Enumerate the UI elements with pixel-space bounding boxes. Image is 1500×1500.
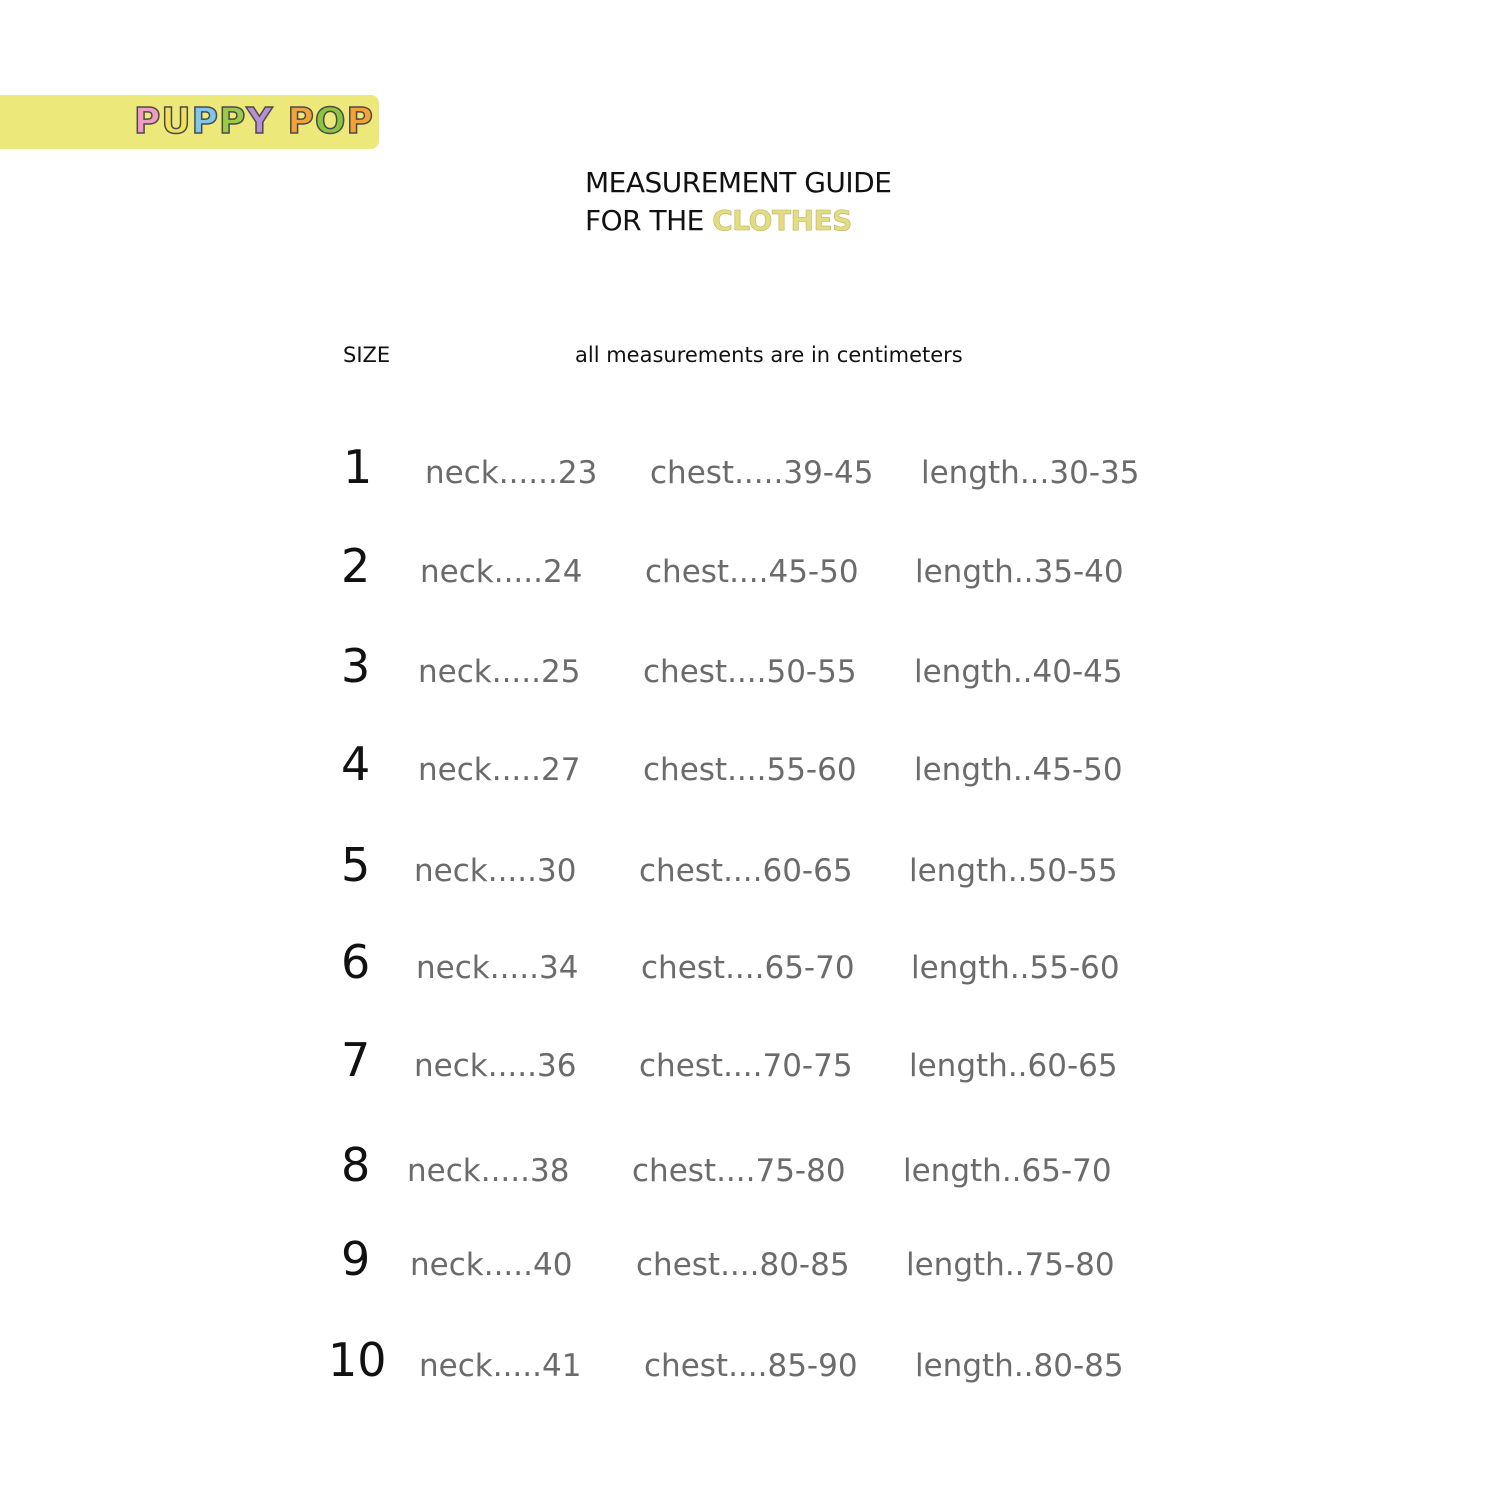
size-number: 3: [341, 639, 371, 693]
neck-measurement: neck.....40: [410, 1247, 573, 1283]
length-measurement: length..45-50: [914, 752, 1123, 788]
logo-letter: U: [161, 101, 192, 142]
size-number: 5: [341, 838, 371, 892]
size-number: 8: [341, 1138, 371, 1192]
logo-letter: P: [346, 101, 374, 142]
logo-letter: P: [191, 101, 220, 142]
size-number: 1: [343, 440, 373, 494]
chest-measurement: chest....85-90: [644, 1348, 858, 1384]
neck-measurement: neck.....36: [414, 1048, 577, 1084]
logo-letter: P: [134, 101, 162, 142]
units-note: all measurements are in centimeters: [575, 343, 963, 367]
size-number: 10: [328, 1333, 387, 1387]
page-title: [585, 164, 891, 240]
length-measurement: length..40-45: [914, 654, 1123, 690]
logo-letter: Y: [246, 101, 274, 142]
title-accent-word: CLOTHES: [712, 204, 852, 237]
logo-letter: P: [219, 101, 247, 142]
logo-letter: O: [314, 101, 347, 142]
chest-measurement: chest....70-75: [639, 1048, 853, 1084]
chest-measurement: chest....60-65: [639, 853, 853, 889]
size-number: 7: [341, 1033, 371, 1087]
neck-measurement: neck......23: [425, 455, 598, 491]
title-line-2: [585, 202, 891, 240]
length-measurement: length..50-55: [909, 853, 1118, 889]
neck-measurement: neck.....41: [419, 1348, 582, 1384]
length-measurement: length..65-70: [903, 1153, 1112, 1189]
neck-measurement: neck.....38: [407, 1153, 570, 1189]
size-number: 4: [341, 737, 371, 791]
size-number: 2: [341, 539, 371, 593]
logo-letter: P: [287, 101, 315, 142]
length-measurement: length...30-35: [921, 455, 1140, 491]
neck-measurement: neck.....24: [420, 554, 583, 590]
length-measurement: length..35-40: [915, 554, 1124, 590]
chest-measurement: chest....75-80: [632, 1153, 846, 1189]
title-line-1: MEASUREMENT GUIDE: [585, 166, 892, 199]
chest-measurement: chest....80-85: [636, 1247, 850, 1283]
size-number: 6: [341, 935, 371, 989]
neck-measurement: neck.....34: [416, 950, 579, 986]
size-number: 9: [341, 1232, 371, 1286]
title-line-2-prefix: FOR THE: [585, 204, 713, 237]
brand-logo: [134, 98, 374, 146]
chest-measurement: chest....65-70: [641, 950, 855, 986]
chest-measurement: chest....50-55: [643, 654, 857, 690]
length-measurement: length..80-85: [915, 1348, 1124, 1384]
neck-measurement: neck.....30: [414, 853, 577, 889]
length-measurement: length..60-65: [909, 1048, 1118, 1084]
size-column-label: SIZE: [343, 343, 391, 367]
neck-measurement: neck.....25: [418, 654, 581, 690]
neck-measurement: neck.....27: [418, 752, 581, 788]
chest-measurement: chest.....39-45: [650, 455, 874, 491]
length-measurement: length..55-60: [911, 950, 1120, 986]
chest-measurement: chest....45-50: [645, 554, 859, 590]
chest-measurement: chest....55-60: [643, 752, 857, 788]
length-measurement: length..75-80: [906, 1247, 1115, 1283]
